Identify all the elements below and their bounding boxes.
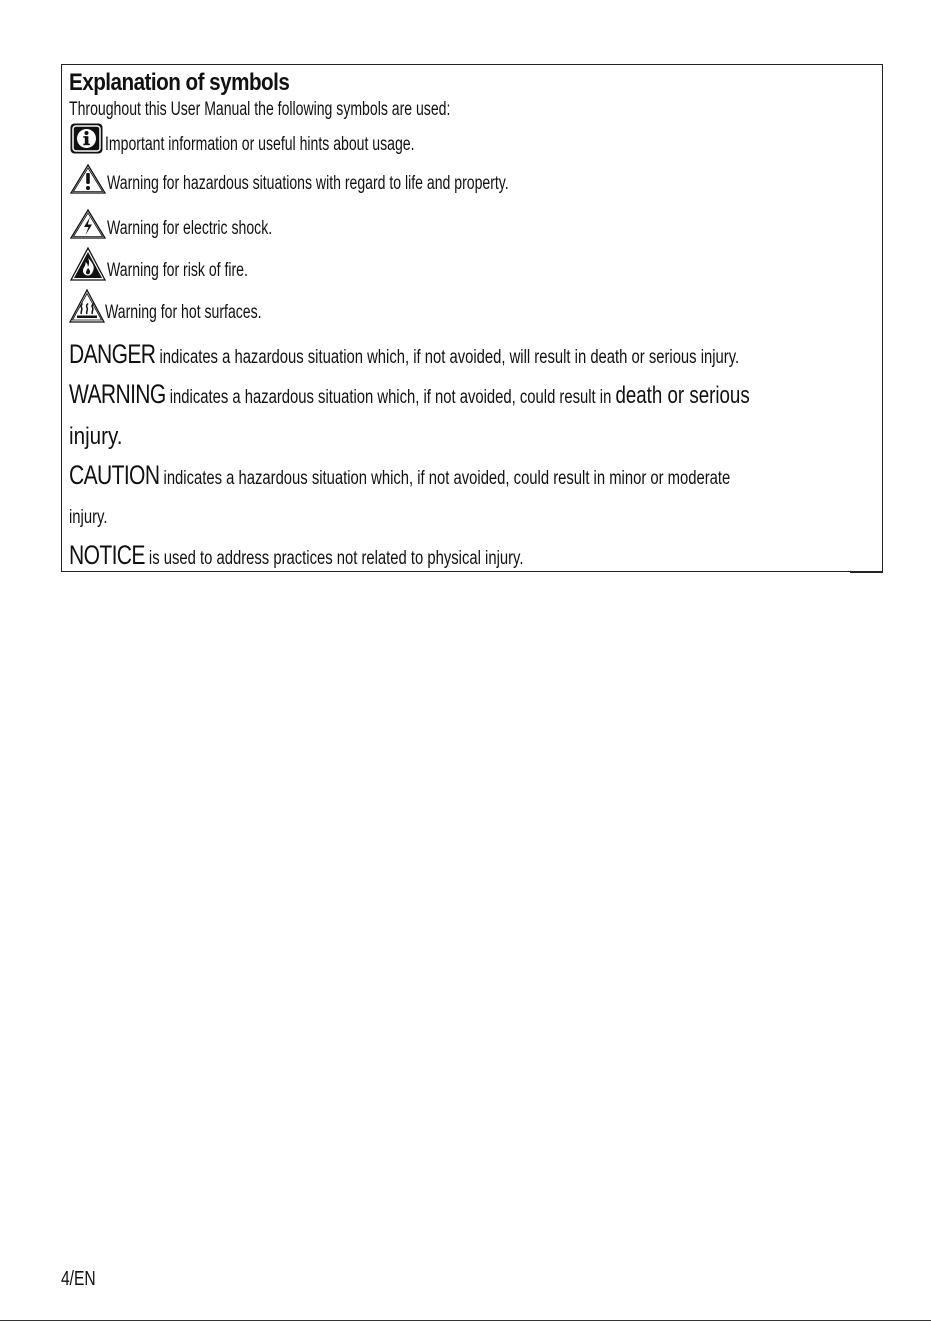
symbol-row-hot — [69, 288, 317, 324]
symbol-text-info: Important information or useful hints about usage. — [105, 134, 415, 155]
caution-continuation: injury. — [69, 507, 108, 528]
symbol-text-warning: Warning for hazardous situations with regard to life and property. — [107, 173, 509, 194]
danger-word: DANGER — [69, 339, 156, 369]
danger-text: indicates a hazardous situation which, if not avoided, will result in death or serious injury. — [155, 347, 740, 368]
caution-word: CAUTION — [69, 460, 160, 490]
symbol-row-fire — [69, 246, 297, 282]
symbol-text-electric: Warning for electric shock. — [107, 218, 273, 239]
warning-word: WARNING — [69, 379, 166, 409]
electric-shock-icon — [69, 208, 107, 240]
signal-line-danger — [69, 339, 739, 370]
signal-line-caution — [69, 460, 730, 491]
page-number: 4/EN — [61, 1268, 96, 1290]
symbol-row-electric — [69, 208, 330, 240]
fire-warning-icon — [69, 246, 107, 282]
warning-tail: death or serious — [615, 382, 750, 409]
symbols-explanation-box — [61, 64, 883, 572]
box-corner-accent — [850, 572, 883, 573]
symbol-text-hot: Warning for hot surfaces. — [105, 302, 262, 323]
info-icon — [69, 122, 105, 156]
warning-text: indicates a hazardous situation which, if not avoided, could result in — [165, 387, 616, 408]
signal-line-warning — [69, 379, 750, 410]
notice-word: NOTICE — [69, 540, 145, 570]
symbol-text-fire: Warning for risk of fire. — [107, 260, 248, 281]
notice-text: is used to address practices not related to physical injury. — [144, 548, 524, 569]
caution-text: indicates a hazardous situation which, if not avoided, could result in minor or moderate — [159, 468, 731, 489]
hot-surface-icon — [69, 288, 105, 324]
symbol-row-info — [69, 122, 523, 156]
warning-triangle-icon — [69, 163, 107, 195]
symbol-row-warning — [69, 163, 650, 195]
signal-line-notice — [69, 540, 523, 571]
warning-continuation: injury. — [69, 423, 123, 450]
page-bottom-rule — [0, 1320, 931, 1321]
section-title: Explanation of symbols — [69, 69, 290, 96]
intro-text: Throughout this User Manual the following symbols are used: — [69, 99, 451, 120]
